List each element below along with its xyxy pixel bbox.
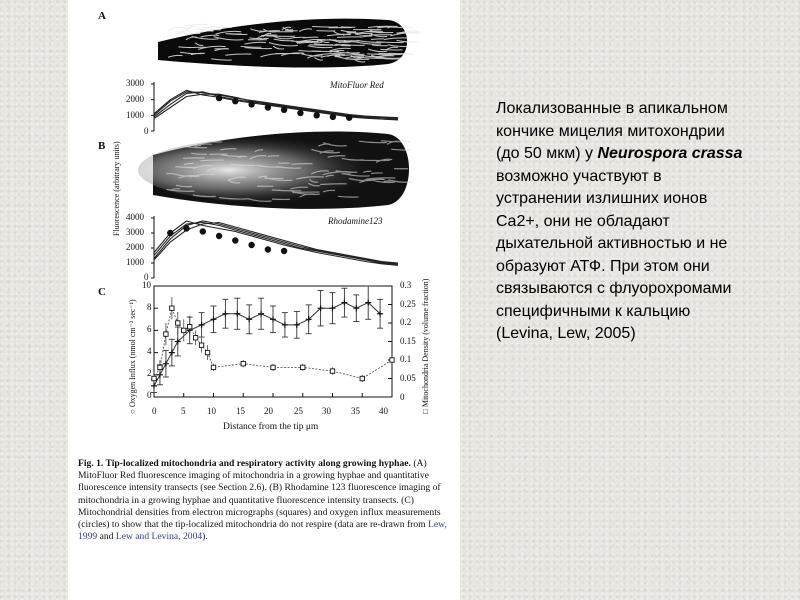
side-text-part2: возможно участвуют в устранении излишних ионов Ca2+, они не обладают дыхательной активностью и не образуют АТФ. При этом они связываются с флуорохромами специфичными к кальцию (Levina, Lew, 2005) [496, 167, 732, 342]
panel-c-x-tick: 20 [264, 406, 273, 416]
mito-density-point [188, 325, 192, 329]
mito-density-point [164, 332, 168, 336]
transect-point [314, 112, 320, 118]
mito-density-axis-label: □ Mitochondria Density (volume fraction) [421, 278, 430, 414]
mito-density-point [176, 321, 180, 325]
panel-c-left-tick: 2 [147, 368, 152, 378]
panel-c-x-label: Distance from the tip μm [223, 422, 319, 432]
panel-b-ytick: 0 [144, 272, 149, 282]
mito-density-point [211, 365, 215, 369]
mitochondrion-filament [197, 28, 205, 30]
panel-c-left-tick: 10 [142, 280, 151, 290]
mito-density-point [271, 365, 275, 369]
figure-panel [68, 0, 460, 600]
transect-point [346, 115, 352, 121]
oxygen-influx-point [163, 361, 169, 367]
panel-c-right-tick: 0.1 [400, 354, 412, 364]
oxygen-influx-point [330, 305, 336, 311]
oxygen-influx-point [341, 300, 347, 306]
transect-point [200, 228, 206, 234]
transect-point [183, 225, 189, 231]
transect-point [248, 101, 254, 107]
mitochondrion-filament [312, 27, 338, 28]
panel-c-x-tick: 0 [152, 406, 157, 416]
mito-density-point [241, 362, 245, 366]
mitochondrion-filament [292, 164, 313, 165]
mitochondrion-filament [182, 146, 191, 147]
oxygen-influx-line [154, 303, 380, 386]
mitochondrion-filament [207, 29, 221, 30]
caption-and: and [97, 531, 116, 543]
panel-c-right-tick: 0 [400, 392, 405, 402]
mitochondrion-filament [371, 173, 383, 174]
mito-density-point [152, 376, 156, 380]
oxygen-influx-point [246, 316, 252, 322]
transect-point [216, 233, 222, 239]
mito-density-point [330, 369, 334, 373]
mitochondrion-filament [201, 160, 224, 161]
caption-title: Fig. 1. Tip-localized mitochondria and respiratory activity along growing hyphae. [78, 458, 411, 469]
transect-point [281, 107, 287, 113]
mito-density-point [182, 328, 186, 332]
figure-caption [78, 458, 456, 543]
panel-c-left-tick: 0 [147, 390, 152, 400]
mitochondrion-filament [183, 158, 205, 159]
panel-c-x-tick: 25 [294, 406, 303, 416]
transect-point [265, 246, 271, 252]
mito-density-point [193, 336, 197, 340]
side-text-part1: Локализованные в апикальном кончике мицелия митохондрии (до 50 мкм) у [496, 100, 728, 162]
transect-point [232, 237, 238, 243]
panel-c-x-tick: 35 [351, 406, 360, 416]
panel-c-left-tick: 8 [147, 302, 152, 312]
mito-density-point [170, 306, 174, 310]
panel-b-ytick: 3000 [126, 227, 144, 237]
caption-ref-lew-1999[interactable]: Lew, 1999 [78, 519, 447, 543]
oxygen-influx-point [258, 311, 264, 317]
transect-point [232, 98, 238, 104]
mito-density-point [301, 365, 305, 369]
panel-a-ytick: 2000 [126, 94, 144, 104]
panel-b-ytick: 4000 [126, 212, 144, 222]
mito-density-point [199, 343, 203, 347]
mito-density-point [158, 365, 162, 369]
panel-c-left-tick: 4 [147, 346, 152, 356]
mitochondrion-filament [337, 37, 361, 38]
oxygen-influx-axis-label: ○ Oxygen Influx (nmol cm⁻² sec⁻¹) [128, 299, 137, 414]
panel-a-image-label: MitoFluor Red [330, 80, 384, 90]
transect-point [281, 248, 287, 254]
panel-a-letter: A [98, 10, 106, 22]
caption-body: (A) MitoFluor Red fluorescence imaging of mitochondria in a growing hyphae and quantitative fluorescence intensity transects (see Section 2.6). (B) Rhodamine 123 fluorescence imaging of mitochondria in a growing hyphae and quantitative fluorescence intensity transects. (C) Mitochondrial densities from electron micrographs (squares) and oxygen influx measurements (circles) to show that the tip-localized mitochondria do not respire (data are re-drawn from [78, 458, 441, 531]
panel-b-letter: B [98, 140, 106, 152]
panel-c-letter: C [98, 286, 106, 298]
panel-a-ytick: 1000 [126, 110, 144, 120]
panel-a-ytick: 3000 [126, 78, 144, 88]
panel-c-right-tick: 0.2 [400, 317, 412, 327]
mitochondrion-filament [268, 156, 279, 157]
oxygen-influx-point [270, 316, 276, 322]
species-name: Neurospora crassa [597, 145, 743, 162]
mitochondrion-filament [186, 24, 208, 26]
panel-c-right-tick: 0.05 [400, 373, 416, 383]
oxygen-influx-point [199, 322, 205, 328]
panel-c-x-tick: 10 [207, 406, 216, 416]
oxygen-influx-point [169, 350, 175, 356]
panel-c-x-tick: 5 [181, 406, 186, 416]
oxygen-influx-point [234, 311, 240, 317]
mito-density-point [360, 376, 364, 380]
caption-ref-lew-levina-2004[interactable]: Lew and Levina, 2004 [115, 531, 203, 543]
transect-point [216, 95, 222, 101]
mitochondrion-filament [312, 51, 340, 52]
transect-point [248, 242, 254, 248]
oxygen-influx-point [353, 305, 359, 311]
oxygen-influx-point [294, 322, 300, 328]
panel-c-x-tick: 40 [379, 406, 388, 416]
panel-b-ytick: 2000 [126, 242, 144, 252]
fluorescence-axis-label: Fluorescence (arbitrary units) [112, 141, 121, 236]
mito-density-point [390, 358, 394, 362]
transect-point [167, 230, 173, 236]
oxygen-influx-point [151, 383, 157, 389]
oxygen-influx-point [282, 322, 288, 328]
oxygen-influx-point [222, 311, 228, 317]
panel-c-x-tick: 30 [322, 406, 331, 416]
transect-point [265, 104, 271, 110]
micrograph-a [158, 19, 420, 68]
panel-b-ytick: 1000 [126, 257, 144, 267]
caption-end: ). [202, 531, 208, 543]
panel-c-x-tick: 15 [236, 406, 245, 416]
side-text-block [496, 98, 744, 346]
transect-point [330, 114, 336, 120]
mito-density-point [205, 350, 209, 354]
panel-a-ytick: 0 [144, 126, 149, 136]
panel-c-right-tick: 0.15 [400, 336, 416, 346]
panel-c-right-tick: 0.25 [400, 299, 416, 309]
panel-c-right-tick: 0.3 [400, 280, 412, 290]
panel-b-image-label: Rhodamine123 [328, 216, 383, 226]
panel-c-left-tick: 6 [147, 324, 152, 334]
transect-point [297, 110, 303, 116]
oxygen-influx-point [211, 316, 217, 322]
plot-c [151, 286, 394, 397]
micrograph-b [138, 132, 413, 209]
mitochondrion-filament [380, 49, 402, 50]
